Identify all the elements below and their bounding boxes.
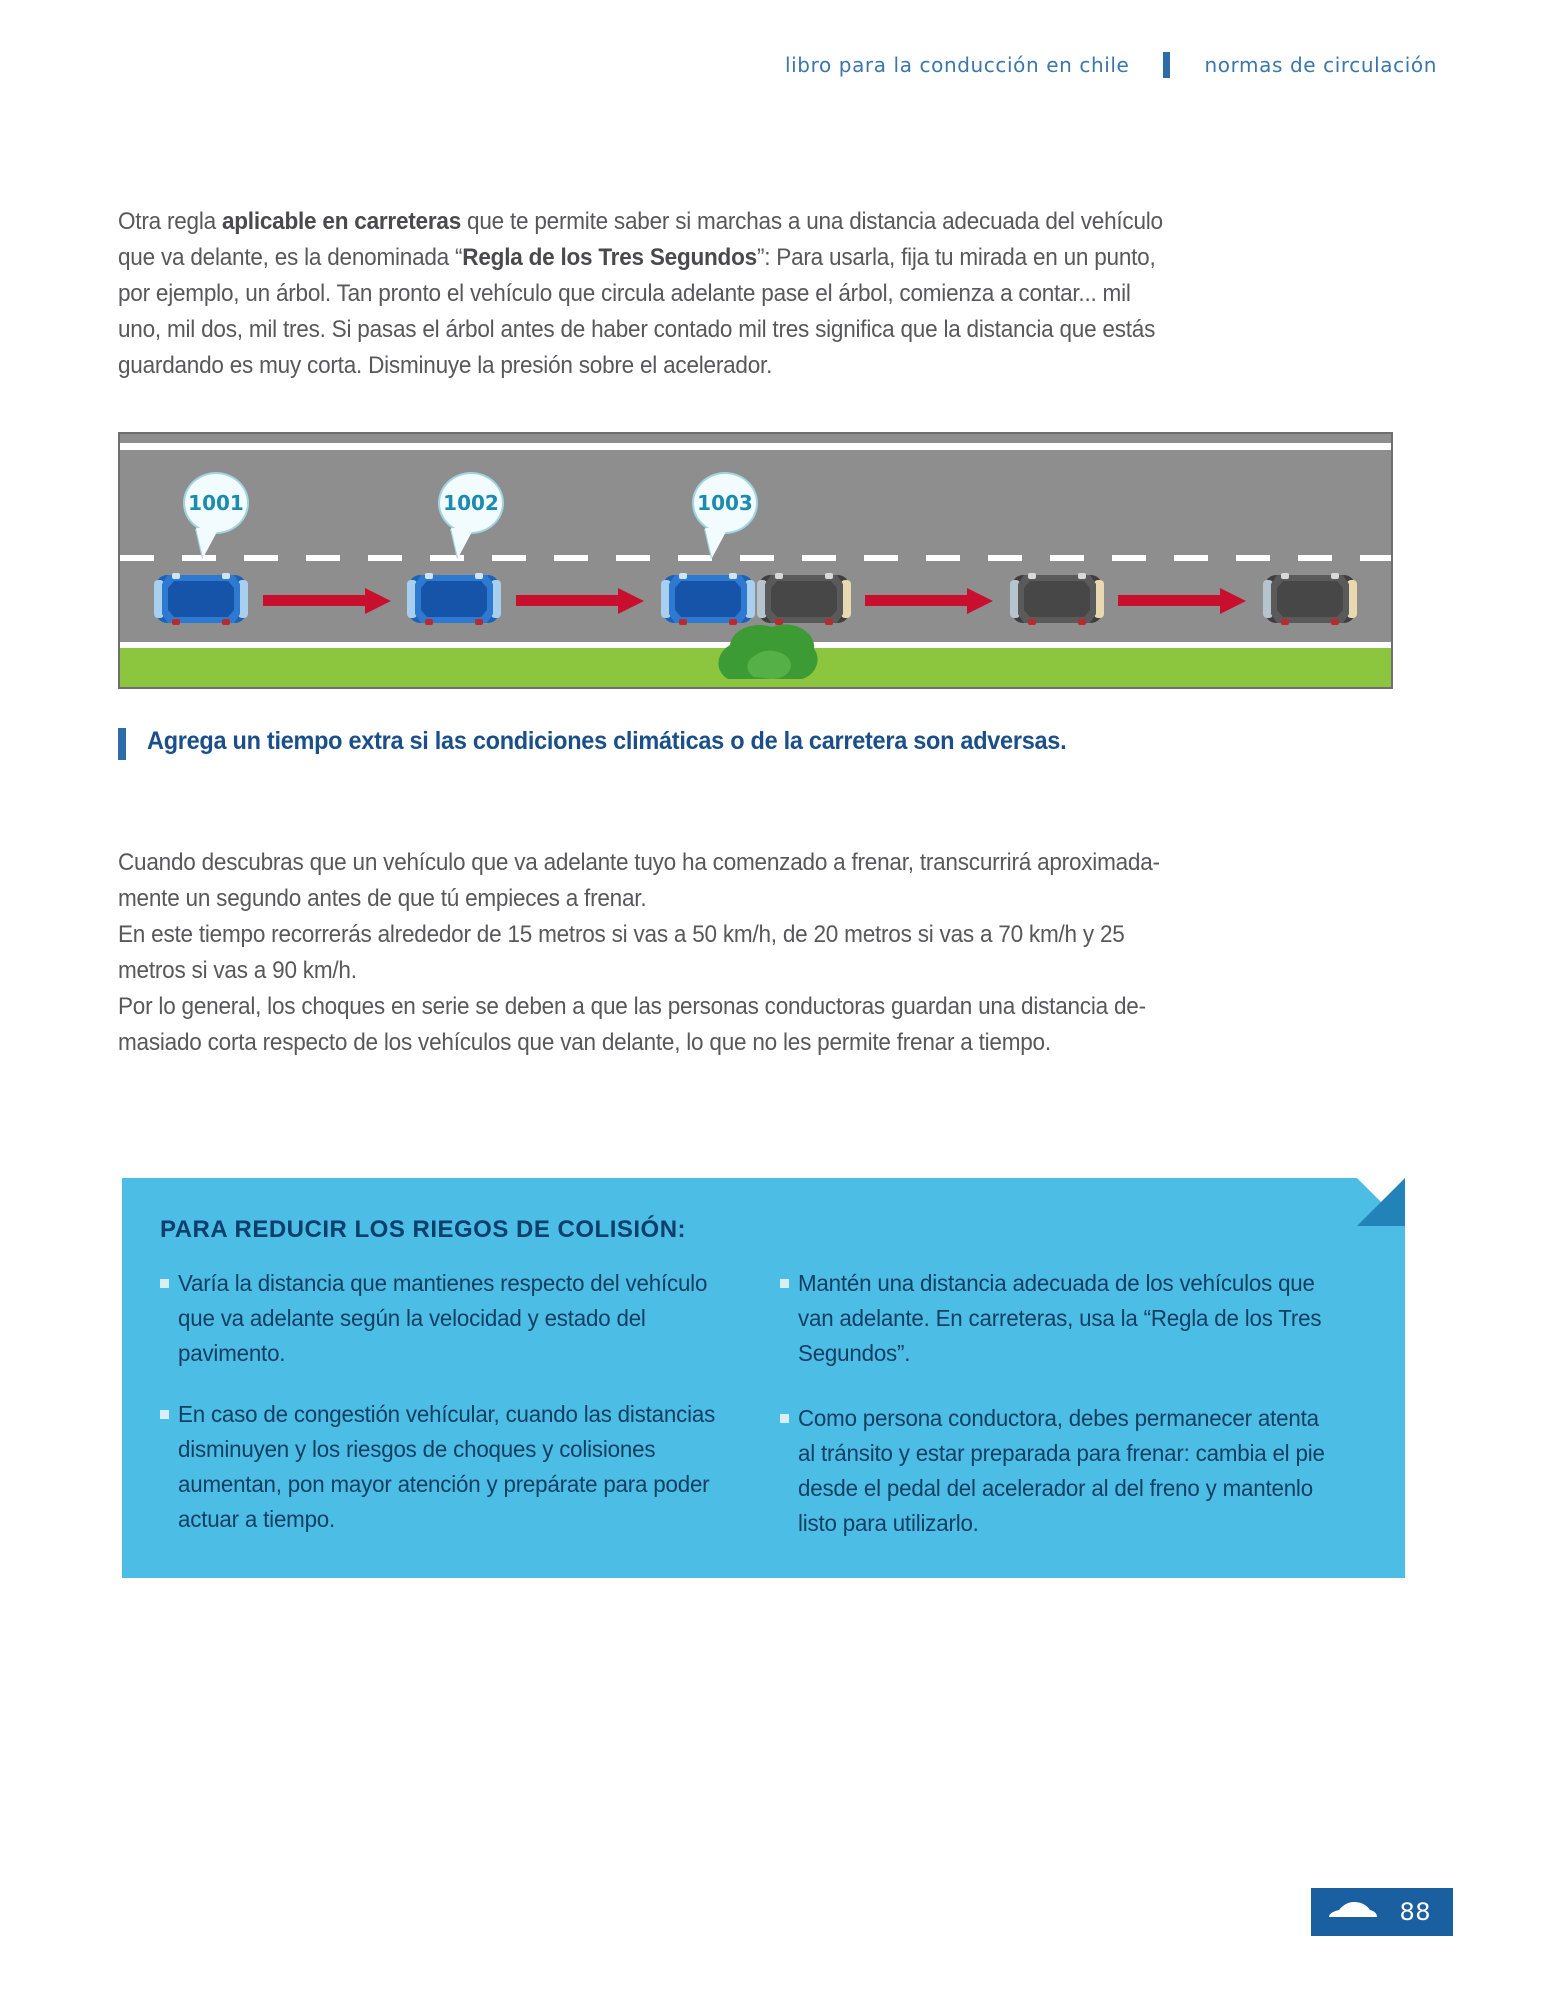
page-number: 88 <box>1399 1898 1431 1926</box>
arrow-head <box>967 588 993 614</box>
count-bubble-1002 <box>438 472 504 534</box>
risk-box-left-column <box>160 1266 744 1571</box>
plain-text: uno, mil dos, mil tres. Si pasas el árbol antes de haber contado mil tres significa que la distancia que estás <box>118 316 1156 343</box>
roadside-bush-icon <box>710 617 822 679</box>
header-section-title: normas de circulación <box>1204 53 1437 77</box>
page-header <box>785 52 1437 78</box>
direction-arrow-2 <box>516 592 644 607</box>
paragraph-line: metros si vas a 90 km/h. <box>118 957 357 984</box>
paragraph-line: En este tiempo recorrerás alrededor de 15 metros si vas a 50 km/h, de 20 metros si vas a 70 km/h y 25 <box>118 921 1125 948</box>
list-item-text: Mantén una distancia adecuada de los vehículos que van adelante. En carreteras, usa la “Regla de los Tres Segundos”. <box>798 1270 1322 1366</box>
paragraph-line: mente un segundo antes de que tú empieces a frenar. <box>118 885 647 912</box>
callout-text: Agrega un tiempo extra si las condiciones climáticas o de la carretera son adversas. <box>147 727 1067 755</box>
arrow-head <box>365 588 391 614</box>
page-number-tab <box>1311 1888 1453 1936</box>
paragraph-line <box>118 204 1233 240</box>
car-dark-2 <box>1010 572 1104 626</box>
count-bubble-label: 1002 <box>443 491 499 515</box>
intro-paragraph <box>118 204 1233 384</box>
list-item-text: Como persona conductora, debes permanecer atenta al tránsito y estar preparada para frenar: cambia el pie desde el pedal del acelerador al del freno y mantenlo listo para utilizarlo. <box>798 1405 1325 1536</box>
plain-text: que te permite saber si marchas a una distancia adecuada del vehículo <box>461 208 1163 235</box>
paragraph-line: masiado corta respecto de los vehículos que van delante, lo que no les permite frenar a tiempo. <box>118 1029 1051 1056</box>
direction-arrow-4 <box>1118 592 1246 607</box>
list-item <box>780 1266 1364 1371</box>
lane-divider-dashes <box>120 555 1391 561</box>
direction-arrow-3 <box>865 592 993 607</box>
bullet-icon <box>160 1410 169 1419</box>
direction-arrow-1 <box>263 592 391 607</box>
risk-box-columns <box>160 1266 1369 1571</box>
plain-text: que va delante, es la denominada “ <box>118 244 463 271</box>
car-dark-3 <box>1263 572 1357 626</box>
count-bubble-label: 1003 <box>697 491 753 515</box>
car-blue-1 <box>154 572 248 626</box>
paragraph-line <box>118 312 1233 348</box>
arrow-shaft <box>263 595 365 606</box>
emphasis-text: aplicable en carreteras <box>221 208 462 235</box>
list-item-text: En caso de congestión vehícular, cuando las distancias disminuyen y los riesgos de choques y colisiones aumentan, pon mayor atención y prepárate para poder actuar a tiempo. <box>178 1401 716 1532</box>
car-icon <box>1327 1900 1379 1925</box>
plain-text: guardando es muy corta. Disminuye la presión sobre el acelerador. <box>118 352 773 379</box>
paragraph-line <box>118 348 1233 384</box>
list-item-text: Varía la distancia que mantienes respecto del vehículo que va adelante según la velocidad y estado del pavimento. <box>178 1270 708 1366</box>
callout-accent-bar <box>118 728 126 760</box>
count-bubble-1003 <box>692 472 758 534</box>
list-item <box>160 1397 744 1537</box>
risk-reduction-box <box>122 1178 1405 1578</box>
paragraph-line <box>118 276 1233 312</box>
paragraph-line: Por lo general, los choques en serie se deben a que las personas conductoras guardan una distancia de- <box>118 993 1146 1020</box>
road-edge-line-top <box>120 443 1391 450</box>
header-separator <box>1163 52 1170 78</box>
header-book-title: libro para la conducción en chile <box>784 53 1130 77</box>
arrow-shaft <box>516 595 618 606</box>
car-blue-2 <box>407 572 501 626</box>
list-item <box>780 1401 1364 1541</box>
plain-text: ”: Para usarla, fija tu mirada en un punto, <box>756 244 1156 271</box>
braking-distance-paragraph <box>118 845 1233 1061</box>
arrow-shaft <box>1118 595 1220 606</box>
arrow-head <box>1220 588 1246 614</box>
box-corner-fold-icon <box>1357 1178 1405 1226</box>
paragraph-line: Cuando descubras que un vehículo que va adelante tuyo ha comenzado a frenar, transcurrirá aproximada- <box>118 849 1160 876</box>
arrow-head <box>618 588 644 614</box>
bullet-icon <box>160 1279 169 1288</box>
emphasis-text: Regla de los Tres Segundos <box>462 244 757 271</box>
paragraph-line <box>118 240 1233 276</box>
list-item <box>160 1266 744 1371</box>
risk-box-title: PARA REDUCIR LOS RIEGOS DE COLISIÓN: <box>160 1216 687 1243</box>
three-second-rule-illustration <box>118 432 1393 689</box>
arrow-shaft <box>865 595 967 606</box>
highlight-callout <box>118 725 1125 760</box>
count-bubble-label: 1001 <box>188 491 244 515</box>
bullet-icon <box>780 1279 789 1288</box>
risk-box-right-column <box>780 1266 1364 1571</box>
plain-text: por ejemplo, un árbol. Tan pronto el vehículo que circula adelante pase el árbol, comienza a contar... mil <box>118 280 1131 307</box>
bullet-icon <box>780 1414 789 1423</box>
count-bubble-1001 <box>183 472 249 534</box>
plain-text: Otra regla <box>118 208 222 235</box>
